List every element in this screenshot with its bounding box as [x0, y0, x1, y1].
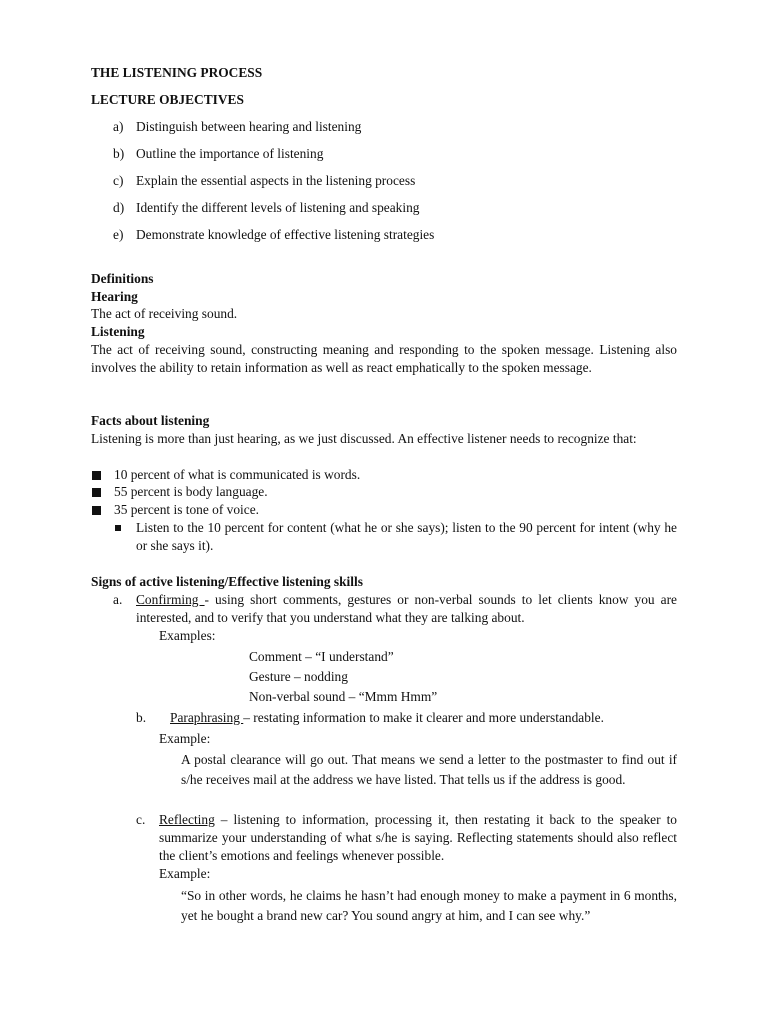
- example-text: A postal clearance will go out. That means we send a letter to the postmaster to find out if s/he receives mail at the address we have listed. That tells us if the address is good.: [181, 752, 677, 787]
- listening-definition: The act of receiving sound, constructing meaning and responding to the spoken message. Listening also involves the ability to retain information as well as react emphatically to the spoken message.: [91, 342, 677, 375]
- listening-term: Listening: [91, 324, 145, 339]
- objective-text: Identify the different levels of listening and speaking: [136, 200, 420, 215]
- example-quote: “So in other words, he claims he hasn’t had enough money to make a payment in 6 months, yet he bought a brand new car? You sound angry at him, and I can see why.”: [181, 888, 677, 923]
- objectives-heading: LECTURE OBJECTIVES: [91, 92, 244, 107]
- signs-heading: Signs of active listening/Effective listening skills: [91, 574, 363, 589]
- example-item: Comment – “I understand”: [249, 649, 394, 664]
- fact-bullet: 10 percent of what is communicated is words.: [114, 467, 361, 482]
- hearing-term: Hearing: [91, 289, 138, 304]
- skill-description: - using short comments, gestures or non-verbal sounds to let clients know you are interested, and to verify that you understand what they are talking about.: [136, 592, 677, 625]
- square-bullet-icon: [92, 471, 101, 480]
- fact-bullet: 35 percent is tone of voice.: [114, 502, 260, 517]
- skill-confirming: [136, 591, 677, 627]
- page-title: THE LISTENING PROCESS: [91, 65, 263, 80]
- square-bullet-icon: [92, 488, 101, 497]
- objective-marker: e): [113, 227, 124, 242]
- skill-marker: b.: [136, 710, 147, 725]
- skill-marker: a.: [113, 592, 123, 607]
- facts-intro: Listening is more than just hearing, as we just discussed. An effective listener needs to recognize that:: [91, 431, 637, 446]
- fact-sub-bullet: Listen to the 10 percent for content (what he or she says); listen to the 90 percent for intent (why he or she says it).: [136, 520, 677, 553]
- objective-marker: c): [113, 173, 124, 188]
- objective-marker: b): [113, 146, 125, 161]
- hearing-definition: The act of receiving sound.: [91, 306, 238, 321]
- fact-bullet: 55 percent is body language.: [114, 484, 268, 499]
- skill-reflecting: [159, 811, 677, 865]
- skill-term: Reflecting: [159, 812, 215, 827]
- example-label: Example:: [159, 731, 211, 746]
- examples-label: Examples:: [159, 628, 216, 643]
- example-label: Example:: [159, 866, 211, 881]
- objective-text: Outline the importance of listening: [136, 146, 324, 161]
- square-sub-bullet-icon: [115, 525, 121, 531]
- objective-text: Explain the essential aspects in the listening process: [136, 173, 416, 188]
- definitions-heading: Definitions: [91, 271, 154, 286]
- skill-term: Paraphrasing: [170, 710, 244, 725]
- skill-paraphrasing: [170, 709, 604, 727]
- example-item: Non-verbal sound – “Mmm Hmm”: [249, 689, 438, 704]
- skill-description: – listening to information, processing it, then restating it back to the speaker to summarize your understanding of what s/he is saying. Reflecting statements should also reflect the client’s emotions and feelings whenever possible.: [159, 812, 677, 863]
- example-item: Gesture – nodding: [249, 669, 348, 684]
- skill-description: – restating information to make it clearer and more understandable.: [243, 710, 604, 725]
- objective-text: Distinguish between hearing and listening: [136, 119, 362, 134]
- objective-text: Demonstrate knowledge of effective listening strategies: [136, 227, 435, 242]
- skill-term: Confirming: [136, 592, 205, 607]
- objective-marker: a): [113, 119, 124, 134]
- skill-marker: c.: [136, 812, 146, 827]
- facts-heading: Facts about listening: [91, 413, 210, 428]
- square-bullet-icon: [92, 506, 101, 515]
- objective-marker: d): [113, 200, 125, 215]
